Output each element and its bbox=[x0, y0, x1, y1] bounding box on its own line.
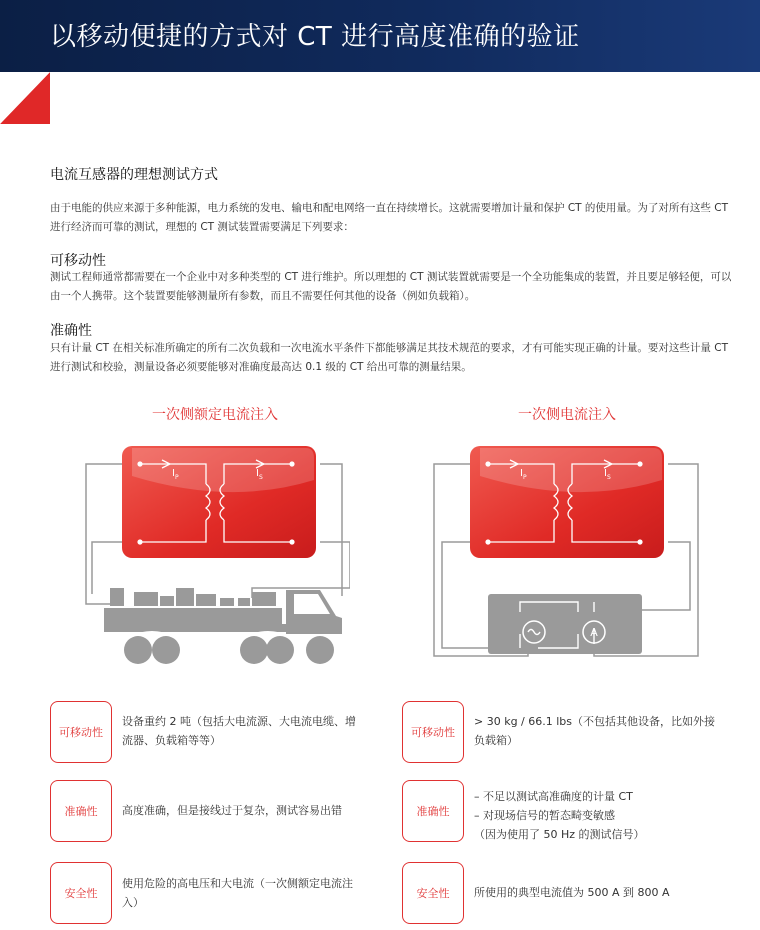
desc-accuracy-left: 高度准确，但是接线过于复杂，测试容易出错 bbox=[122, 804, 342, 817]
ip-label: I bbox=[520, 468, 523, 479]
desc-mobility-right: > 30 kg / 66.1 lbs（不包括其他设备，比如外接 负载箱） bbox=[474, 715, 716, 747]
left-diagram bbox=[80, 436, 350, 676]
badge-accuracy-left: 准确性 bbox=[50, 780, 112, 842]
right-diagram bbox=[428, 436, 708, 666]
mobility-paragraph: 测试工程师通常都需要在一个企业中对多种类型的 CT 进行维护。所以理想的 CT 测试装置就需要是一个全功能集成的装置，并且要足够轻便，可以由一个人携带。这个装置要能够测量所有参数，而且不需要任何其他的设备（例如负载箱）。 bbox=[50, 271, 732, 302]
ip-label: I bbox=[172, 468, 175, 479]
right-diagram-title: 一次侧电流注入 bbox=[518, 407, 616, 423]
svg-text:IP: $I_P$ bbox=[520, 468, 527, 481]
section-heading-mobility: 可移动性 bbox=[50, 253, 106, 269]
svg-text:IP: $I_P$ bbox=[172, 468, 179, 481]
badge-accuracy-right: 准确性 bbox=[402, 780, 464, 842]
desc-safety-left: 使用危险的高电压和大电流（一次侧额定电流注 入） bbox=[122, 877, 353, 909]
is-label: I bbox=[256, 468, 259, 479]
badge-safety-right: 安全性 bbox=[402, 862, 464, 924]
svg-text:IS: $I_S$ bbox=[604, 468, 611, 481]
badge-mobility-right: 可移动性 bbox=[402, 701, 464, 763]
accuracy-paragraph: 只有计量 CT 在相关标准所确定的所有二次负载和一次电流水平条件下都能够满足其技术规范的要求，才有可能实现正确的计量。要对这些计量 CT 进行测试和校验，测量设备必须要能够对准确度最高达 0.1 级的 CT 给出可靠的测量结果。 bbox=[50, 342, 729, 373]
is-label: I bbox=[604, 468, 607, 479]
svg-text:A: A bbox=[590, 626, 598, 639]
svg-text:IS: $I_S$ bbox=[256, 468, 263, 481]
badge-safety-left: 安全性 bbox=[50, 862, 112, 924]
test-device bbox=[488, 594, 642, 654]
left-diagram-title: 一次侧额定电流注入 bbox=[152, 407, 278, 423]
page-title: 以移动便捷的方式对 CT 进行高度准确的验证 bbox=[50, 22, 580, 52]
badge-mobility-left: 可移动性 bbox=[50, 701, 112, 763]
intro-paragraph: 由于电能的供应来源于多种能源，电力系统的发电、输电和配电网络一直在持续增长。这就需要增加计量和保护 CT 的使用量。为了对所有这些 CT 进行经济而可靠的测试，理想的 CT 测试装置需要满足下列要求： bbox=[50, 202, 729, 233]
desc-accuracy-right: – 不足以测试高准确度的计量 CT – 对现场信号的暂态畸变敏感 （因为使用了 50 Hz 的测试信号） bbox=[474, 790, 645, 841]
desc-safety-right: 所使用的典型电流值为 500 A 到 800 A bbox=[474, 886, 670, 899]
section-heading-accuracy: 准确性 bbox=[50, 323, 92, 339]
desc-mobility-left: 设备重约 2 吨（包括大电流源、大电流电缆、增 流器、负载箱等等） bbox=[122, 715, 356, 747]
header-banner bbox=[0, 0, 760, 72]
section-heading-ideal-test: 电流互感器的理想测试方式 bbox=[50, 167, 218, 183]
corner-red-triangle bbox=[0, 72, 50, 124]
